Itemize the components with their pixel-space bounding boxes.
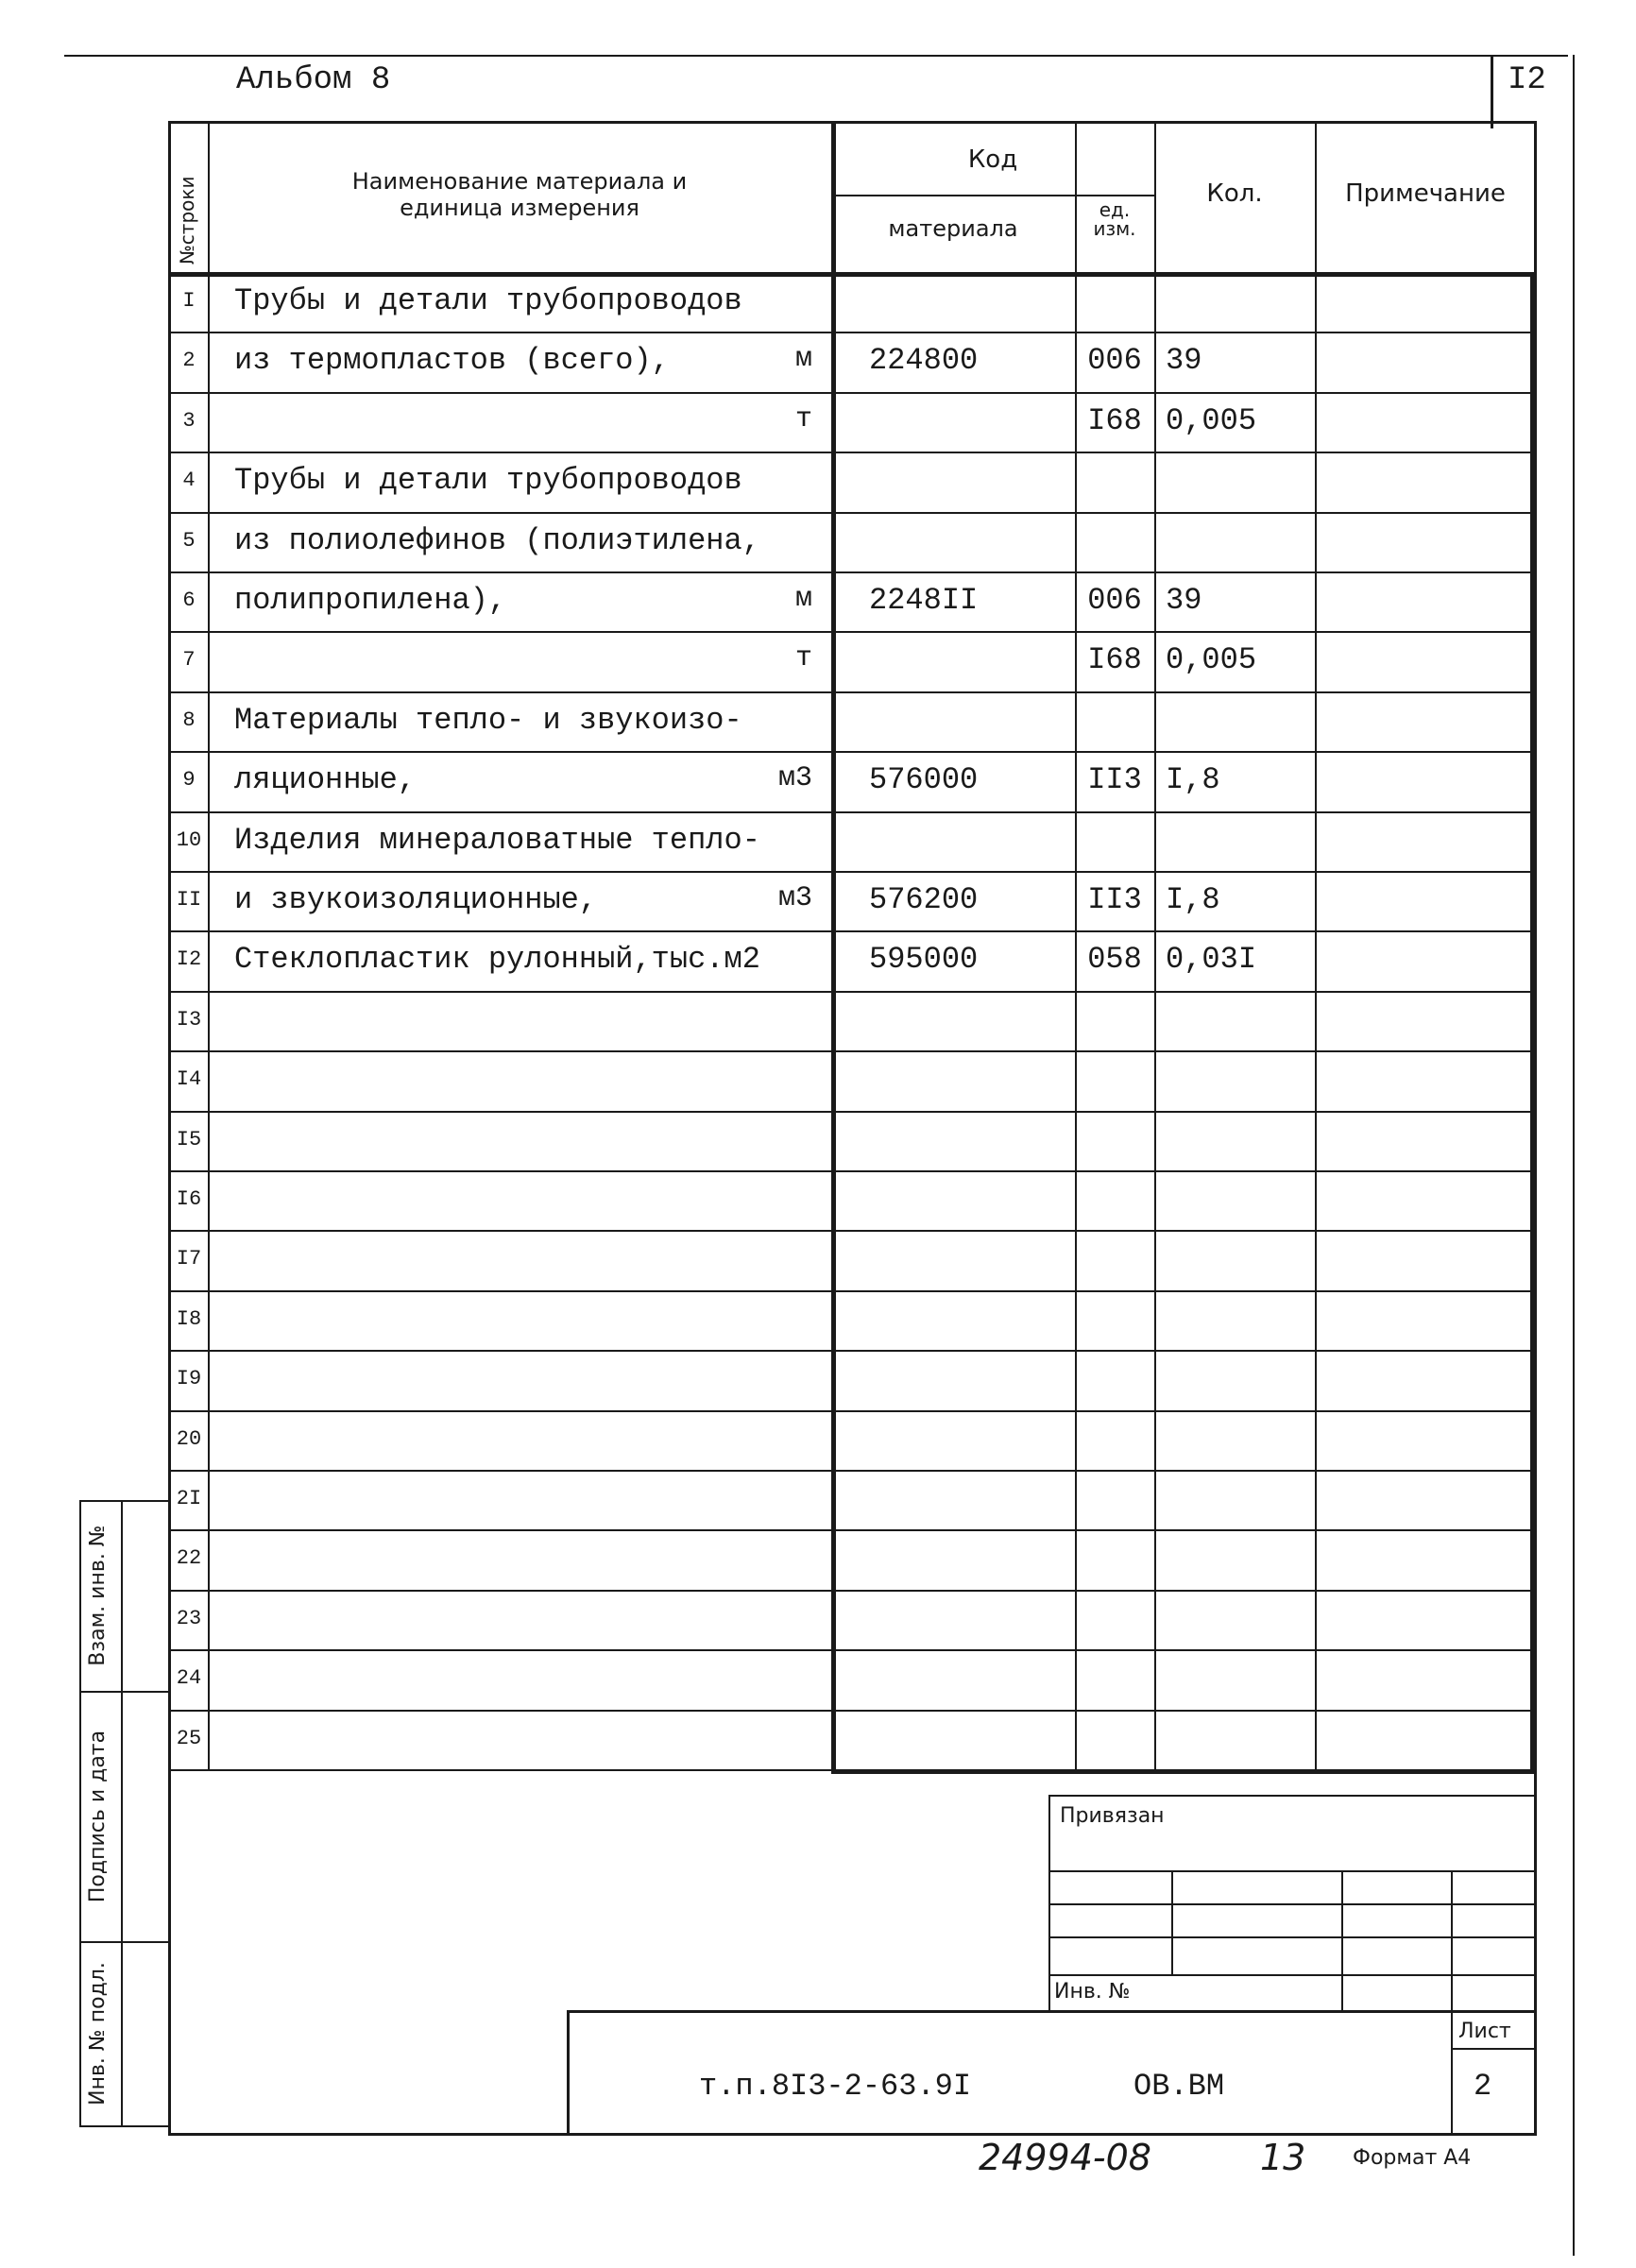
archive-number: 24994-08	[979, 2137, 1151, 2178]
unit-code: I68	[1087, 642, 1142, 678]
material-unit: т	[794, 402, 812, 435]
row-number: I5	[176, 1127, 202, 1151]
inv-no-label: Инв. №	[1054, 1980, 1131, 2004]
material-unit: м3	[777, 882, 812, 914]
row-number: 4	[182, 469, 196, 493]
material-name: полипропилена),	[234, 583, 507, 618]
inv-podl-label: Инв. № подл.	[86, 1962, 110, 2106]
document-code: т.п.8I3-2-63.9I	[699, 2069, 972, 2104]
material-name: Стеклопластик рулонный,тыс.м2	[234, 942, 760, 978]
row-number: I7	[176, 1247, 202, 1271]
qty-header: Кол.	[1206, 179, 1263, 208]
code-material-header: материала	[888, 215, 1018, 242]
podpis-data-label: Подпись и дата	[86, 1730, 110, 1903]
row-number: 6	[182, 588, 196, 612]
row-number: 24	[176, 1666, 202, 1691]
material-name: и звукоизоляционные,	[234, 882, 598, 917]
sheet-number: 2	[1474, 2069, 1492, 2104]
row-number: I6	[176, 1187, 202, 1211]
material-unit: м3	[777, 762, 812, 795]
quantity: I,8	[1166, 882, 1220, 917]
row-number: 8	[182, 708, 196, 732]
row-number: II	[176, 888, 202, 912]
row-number: 10	[176, 827, 202, 852]
material-name: из термопластов (всего),	[234, 343, 670, 379]
format-label: Формат А4	[1353, 2146, 1472, 2170]
row-number: 3	[182, 408, 196, 433]
material-unit: т	[794, 642, 812, 675]
quantity: 39	[1166, 343, 1202, 379]
album-title: Альбом 8	[236, 62, 391, 98]
unit-code: II3	[1087, 882, 1142, 917]
privyazan-label: Привязан	[1060, 1804, 1165, 1828]
name-header: Наименование материала и единица измерения	[351, 168, 688, 221]
row-number: I8	[176, 1306, 202, 1331]
material-name: Трубы и детали трубопроводов	[234, 283, 742, 318]
row-number: 7	[182, 648, 196, 673]
unit-code: II3	[1087, 762, 1142, 798]
unit-code: 006	[1087, 343, 1142, 379]
quantity: 0,03I	[1166, 942, 1257, 978]
quantity: 0,005	[1166, 642, 1257, 678]
quantity: 39	[1166, 583, 1202, 618]
material-name: ляционные,	[234, 762, 417, 798]
material-code: 2248II	[869, 583, 979, 618]
quantity: 0,005	[1166, 402, 1257, 438]
material-unit: м	[794, 583, 812, 615]
unit-code: 058	[1087, 942, 1142, 978]
material-name: Изделия минераловатные тепло-	[234, 822, 760, 858]
material-code: 595000	[869, 942, 979, 978]
row-number: I2	[176, 947, 202, 972]
material-name: из полиолефинов (полиэтилена,	[234, 522, 760, 558]
quantity: I,8	[1166, 762, 1220, 798]
row-number: I9	[176, 1367, 202, 1391]
row-number: I	[182, 289, 196, 313]
material-code: 224800	[869, 343, 979, 379]
material-code: 576200	[869, 882, 979, 917]
row-number: 2I	[176, 1487, 202, 1510]
row-number: 9	[182, 768, 196, 793]
row-number: 2	[182, 349, 196, 373]
unit-code: I68	[1087, 402, 1142, 438]
sheet-label: Лист	[1458, 2020, 1511, 2043]
material-name: Трубы и детали трубопроводов	[234, 463, 742, 499]
row-number-header: №строки	[176, 176, 198, 264]
row-number: 20	[176, 1426, 202, 1451]
row-number: 25	[176, 1726, 202, 1750]
page-number: I2	[1508, 62, 1546, 98]
row-number: 22	[176, 1546, 202, 1571]
code-header: Код	[967, 145, 1018, 174]
row-number: I4	[176, 1067, 202, 1092]
row-number: I3	[176, 1007, 202, 1032]
vzam-inv-label: Взам. инв. №	[86, 1525, 110, 1666]
material-code: 576000	[869, 762, 979, 798]
archive-page: 13	[1260, 2137, 1306, 2178]
unit-code: 006	[1087, 583, 1142, 618]
material-name: Материалы тепло- и звукоизо-	[234, 702, 742, 738]
note-header: Примечание	[1345, 179, 1506, 208]
row-number: 23	[176, 1606, 202, 1630]
document-mark: ОВ.ВМ	[1133, 2069, 1225, 2104]
row-number: 5	[182, 528, 196, 553]
unit-code-header: ед. изм.	[1093, 198, 1136, 240]
material-unit: м	[794, 343, 812, 376]
